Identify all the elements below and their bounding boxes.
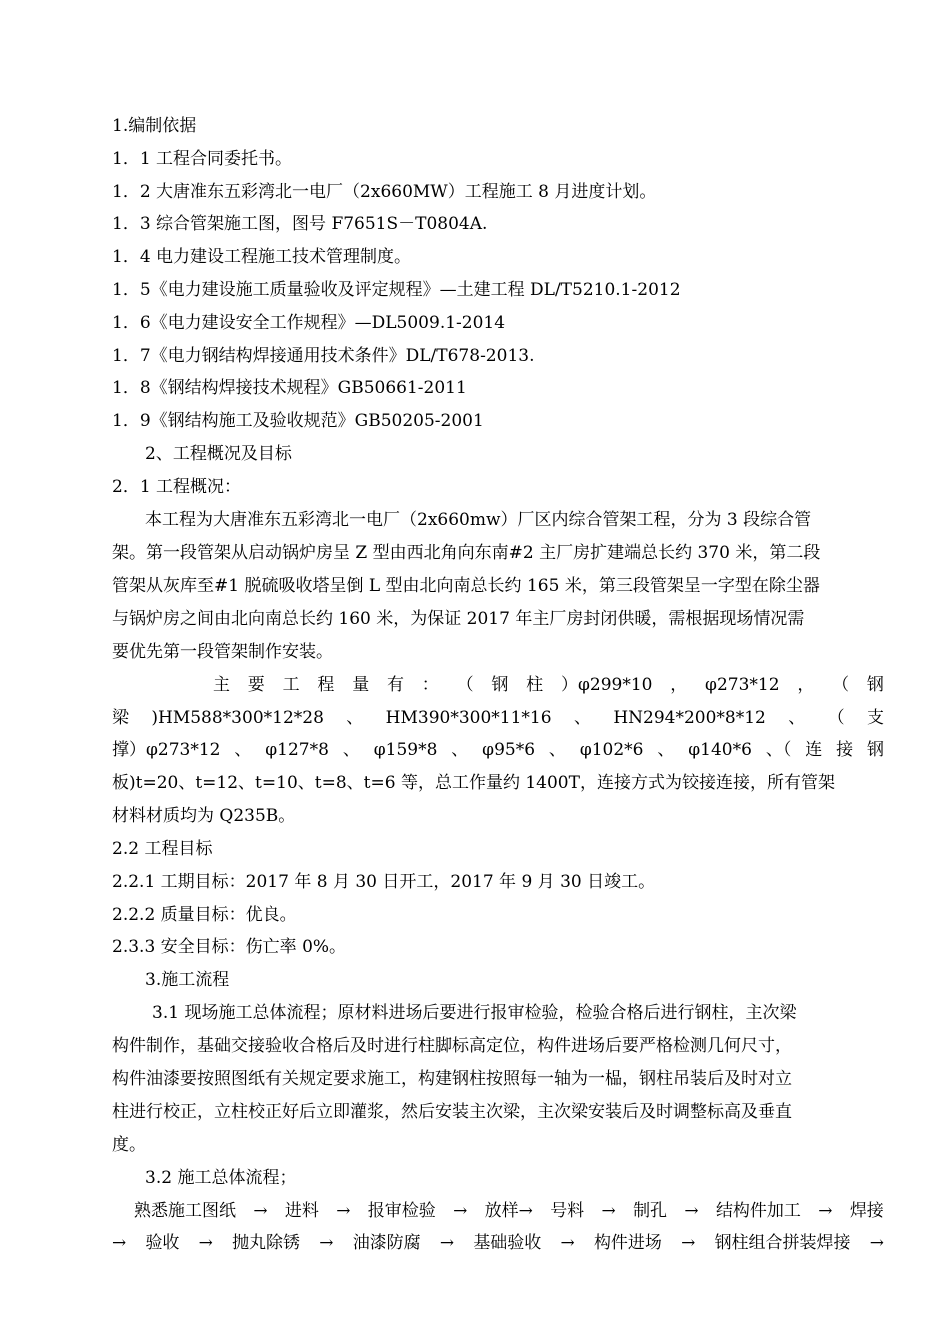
arrow-icon: → [112,1233,127,1253]
quantities-token: 撑）φ273*12 [112,740,221,760]
arrow-icon: → [818,1201,833,1221]
quantities-line: 材料材质均为 Q235B。 [112,806,296,826]
overview-paragraph-line: 架。第一段管架从启动锅炉房呈 Z 型由西北角向东南#2 主厂房扩建端总长约 370 米，第二段 [112,543,821,563]
arrow-icon: → [453,1201,468,1221]
target-item: 2.2.2 质量目标：优良。 [112,905,297,925]
arrow-icon: → [198,1233,213,1253]
arrow-icon: → [319,1233,334,1253]
quantities-token: φ95*6 [482,740,536,760]
overview-paragraph-line: 管架从灰库至#1 脱硫吸收塔呈倒 L 型由北向南总长约 165 米，第三段管架呈一字型在除尘器 [112,576,820,596]
arrow-icon: → [681,1233,696,1253]
basis-item: 1．2 大唐准东五彩湾北一电厂（2x660MW）工程施工 8 月进度计划。 [112,182,657,202]
quantities-token: φ140*6 [688,740,752,760]
process-paragraph-line: 构件制作，基础交接验收合格后及时进行柱脚标高定位，构件进场后要严格检测几何尺寸， [112,1036,792,1056]
quantities-token: 支 [866,708,884,728]
overview-paragraph-line: 要优先第一段管架制作安装。 [112,642,333,662]
process-paragraph-line: 度。 [112,1135,146,1155]
flow-step: 放样→ [484,1201,533,1221]
quantities-token: 、（ [765,740,792,760]
quantities-token: 、 [788,708,806,728]
basis-item: 1．5《电力建设施工质量验收及评定规程》—土建工程 DL/T5210.1-2012 [112,280,681,300]
quantities-token: 工 [282,675,300,695]
quantities-token: 梁 [112,708,129,728]
process-paragraph-line: 柱进行校正，立柱校正好后立即灌浆，然后安装主次梁，主次梁安装后及时调整标高及垂直 [112,1102,792,1122]
arrow-icon: → [601,1201,616,1221]
quantities-token: （ [832,675,850,695]
basis-item: 1．6《电力建设安全工作规程》—DL5009.1-2014 [112,313,506,333]
sub-heading-overview: 2．1 工程概况： [112,477,242,497]
quantities-token: （ [456,675,474,695]
quantities-token: ， [797,675,815,695]
quantities-token: 、 [451,740,469,760]
quantities-token: 连 [805,740,823,760]
quantities-token: 钢 [866,675,884,695]
section-heading-overview: 2、工程概况及目标 [145,444,292,464]
flow-step: 钢柱组合拼装焊接 [714,1233,851,1253]
section-heading-targets: 2.2 工程目标 [112,839,213,859]
quantities-token: φ273*12 [705,675,780,695]
sub-heading-process-flow: 3.2 施工总体流程； [145,1168,297,1188]
flow-step: 油漆防腐 [352,1233,421,1253]
overview-paragraph-line: 与锅炉房之间由北向南总长约 160 米，为保证 2017 年主厂房封闭供暖，需根据现场情况需 [112,609,805,629]
flow-step: 抛丸除锈 [232,1233,301,1253]
quantities-line: 板)t=20、t=12、t=10、t=8、t=6 等，总工作量约 1400T，连接方式为铰接连接，所有管架 [112,773,835,793]
quantities-token: 接 [836,740,854,760]
flow-step: 焊接 [849,1201,884,1221]
quantities-token: φ102*6 [579,740,644,760]
basis-item: 1．7《电力钢结构焊接通用技术条件》DL/T678-2013. [112,346,535,366]
arrow-icon: → [869,1233,884,1253]
quantities-token: 、 [657,740,675,760]
flow-step: 制孔 [633,1201,668,1221]
quantities-token: HM390*300*11*16 [385,708,552,728]
quantities-line [112,707,884,729]
target-item: 2.3.3 安全目标：伤亡率 0%。 [112,937,347,957]
flow-step: 构件进场 [593,1233,662,1253]
quantities-token: HN294*200*8*12 [613,708,766,728]
quantities-token: 、 [234,740,252,760]
quantities-token: 、 [548,740,566,760]
basis-item: 1．9《钢结构施工及验收规范》GB50205-2001 [112,411,484,431]
flow-line [134,1200,884,1222]
quantities-token: 钢 [867,740,884,760]
flow-step: 号料 [550,1201,585,1221]
quantities-token: （ [827,708,845,728]
target-item: 2.2.1 工期目标：2017 年 8 月 30 日开工，2017 年 9 月 30 日竣工。 [112,872,656,892]
process-paragraph-line: 构件油漆要按照图纸有关规定要求施工，构建钢柱按照每一轴为一榀，钢柱吊装后及时对立 [112,1069,792,1089]
section-heading-process: 3.施工流程 [145,970,230,990]
flow-step: 报审检验 [367,1201,436,1221]
quantities-token: )HM588*300*12*28 [151,708,324,728]
basis-item: 1．4 电力建设工程施工技术管理制度。 [112,247,412,267]
arrow-icon: → [684,1201,699,1221]
arrow-icon: → [336,1201,351,1221]
quantities-token: 、 [573,708,591,728]
quantities-line [213,674,884,696]
quantities-token: 程 [317,675,335,695]
arrow-icon: → [560,1233,575,1253]
flow-step: 熟悉施工图纸 [134,1201,236,1221]
overview-paragraph-line: 本工程为大唐准东五彩湾北一电厂（2x660mw）厂区内综合管架工程，分为 3 段综合管 [145,510,812,530]
quantities-token: 要 [247,675,265,695]
flow-step: 基础验收 [473,1233,542,1253]
quantities-token: φ159*8 [373,740,438,760]
quantities-token: ， [670,675,688,695]
quantities-token: 、 [342,740,360,760]
quantities-token: φ127*8 [265,740,329,760]
quantities-token: 、 [346,708,364,728]
process-paragraph-line: 3.1 现场施工总体流程；原材料进场后要进行报审检验，检验合格后进行钢柱，主次梁 [152,1003,797,1023]
arrow-icon: → [439,1233,455,1253]
quantities-token: 钢 [491,675,509,695]
quantities-token: 有 [386,675,404,695]
flow-step: 结构件加工 [715,1201,801,1221]
basis-item: 1．1 工程合同委托书。 [112,149,293,169]
quantities-token: 量 [352,675,370,695]
flow-step: 验收 [145,1233,180,1253]
quantities-line [112,739,884,761]
quantities-token: 主 [213,675,230,695]
arrow-icon: → [253,1201,268,1221]
basis-item: 1．3 综合管架施工图，图号 F7651S－T0804A. [112,214,488,234]
quantities-token: ）φ299*10 [560,675,653,695]
quantities-token: 柱 [526,675,544,695]
basis-item: 1．8《钢结构焊接技术规程》GB50661-2011 [112,378,467,398]
flow-step: 进料 [284,1201,319,1221]
section-heading-basis: 1.编制依据 [112,116,197,136]
flow-line [112,1232,884,1254]
quantities-token: ： [421,675,439,695]
